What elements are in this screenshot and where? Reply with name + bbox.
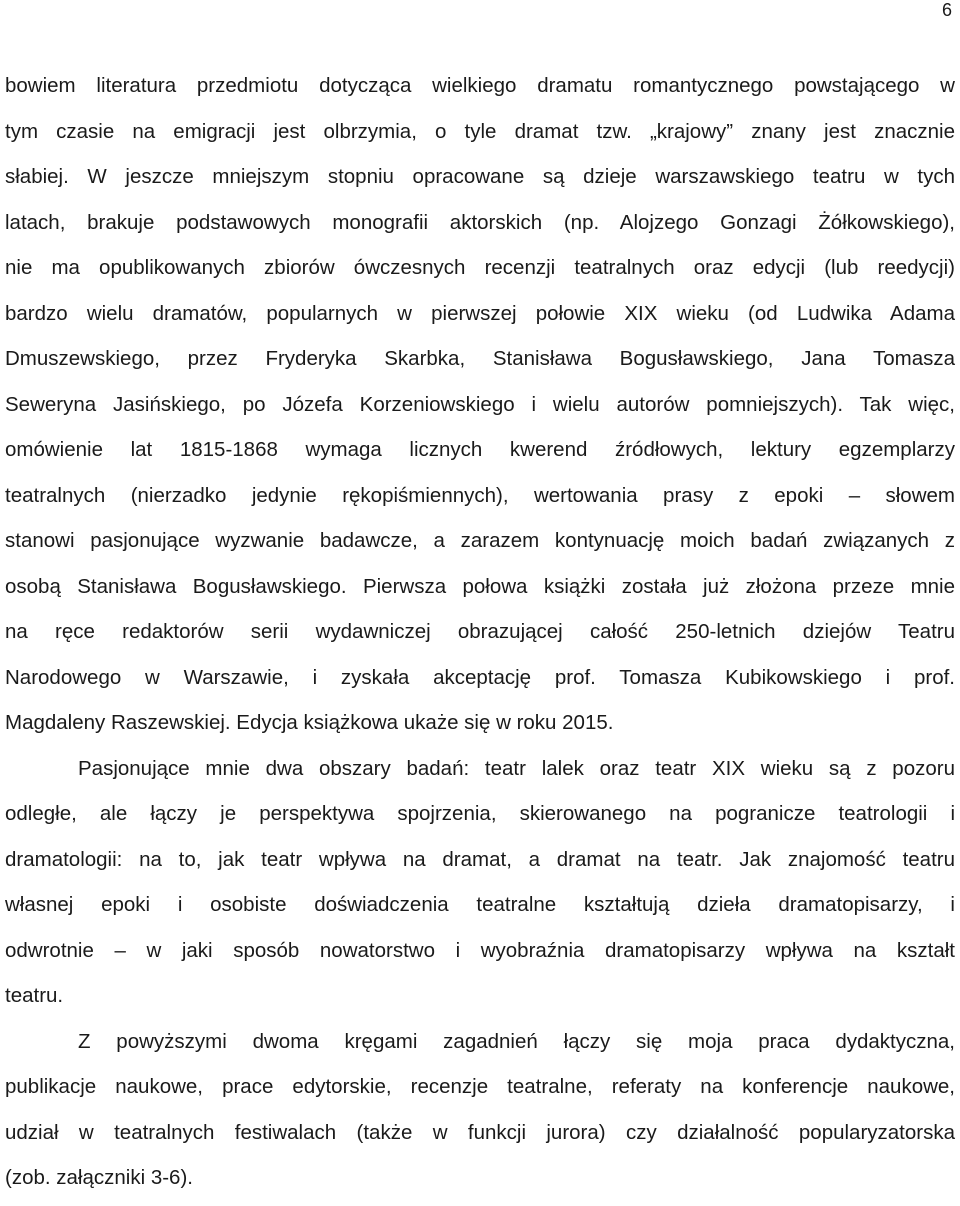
text-line: Narodowego w Warszawie, i zyskała akceptację prof. Tomasza Kubikowskiego i prof. (5, 665, 955, 689)
text-line: latach, brakuje podstawowych monografii aktorskich (np. Alojzego Gonzagi Żółkowskiego), (5, 210, 955, 234)
text-line: dramatologii: na to, jak teatr wpływa na dramat, a dramat na teatr. Jak znajomość teatru (5, 847, 955, 871)
text-line: omówienie lat 1815-1868 wymaga licznych kwerend źródłowych, lektury egzemplarzy (5, 438, 955, 461)
paragraph-2 (5, 746, 955, 1019)
text-line: nie ma opublikowanych zbiorów ówczesnych recenzji teatralnych oraz edycji (lub reedycji) (5, 256, 955, 279)
text-line: Pasjonujące mnie dwa obszary badań: teatr lalek oraz teatr XIX wieku są z pozoru (78, 756, 955, 780)
text-line: na ręce redaktorów serii wydawniczej obrazującej całość 250-letnich dziejów Teatru (5, 620, 955, 643)
text-line: bowiem literatura przedmiotu dotycząca wielkiego dramatu romantycznego powstającego w (5, 74, 955, 97)
text-line: tym czasie na emigracji jest olbrzymia, o tyle dramat tzw. „krajowy” znany jest znacznie (5, 119, 955, 143)
text-line: Seweryna Jasińskiego, po Józefa Korzeniowskiego i wielu autorów pomniejszych). Tak więc, (5, 392, 955, 416)
text-line: odwrotnie – w jaki sposób nowatorstwo i wyobraźnia dramatopisarzy wpływa na kształt (5, 938, 955, 962)
text-line: udział w teatralnych festiwalach (także w funkcji jurora) czy działalność popularyzatorska (5, 1120, 955, 1144)
text-line: Dmuszewskiego, przez Fryderyka Skarbka, Stanisława Bogusławskiego, Jana Tomasza (5, 347, 955, 370)
page-number: 6 (941, 0, 952, 20)
text-line: Z powyższymi dwoma kręgami zagadnień łączy się moja praca dydaktyczna, (78, 1029, 955, 1053)
text-line: (zob. załączniki 3-6). (5, 1166, 193, 1189)
text-line: bardzo wielu dramatów, popularnych w pierwszej połowie XIX wieku (od Ludwika Adama (5, 301, 955, 325)
text-line: stanowi pasjonujące wyzwanie badawcze, a zarazem kontynuację moich badań związanych z (5, 529, 955, 552)
document-body (5, 63, 955, 1201)
text-line: Magdaleny Raszewskiej. Edycja książkowa ukaże się w roku 2015. (5, 711, 614, 734)
text-line: słabiej. W jeszcze mniejszym stopniu opracowane są dzieje warszawskiego teatru w tych (5, 165, 955, 188)
paragraph-1 (5, 63, 955, 746)
text-line: teatralnych (nierzadko jedynie rękopiśmiennych), wertowania prasy z epoki – słowem (5, 483, 955, 507)
text-line: własnej epoki i osobiste doświadczenia teatralne kształtują dzieła dramatopisarzy, i (5, 893, 955, 916)
text-line: osobą Stanisława Bogusławskiego. Pierwsza połowa książki została już złożona przeze mnie (5, 574, 955, 598)
text-line: odległe, ale łączy je perspektywa spojrzenia, skierowanego na pogranicze teatrologii i (5, 802, 955, 825)
text-line: publikacje naukowe, prace edytorskie, recenzje teatralne, referaty na konferencje naukowe, (5, 1075, 955, 1098)
paragraph-3 (5, 1019, 955, 1201)
text-line: teatru. (5, 984, 64, 1007)
